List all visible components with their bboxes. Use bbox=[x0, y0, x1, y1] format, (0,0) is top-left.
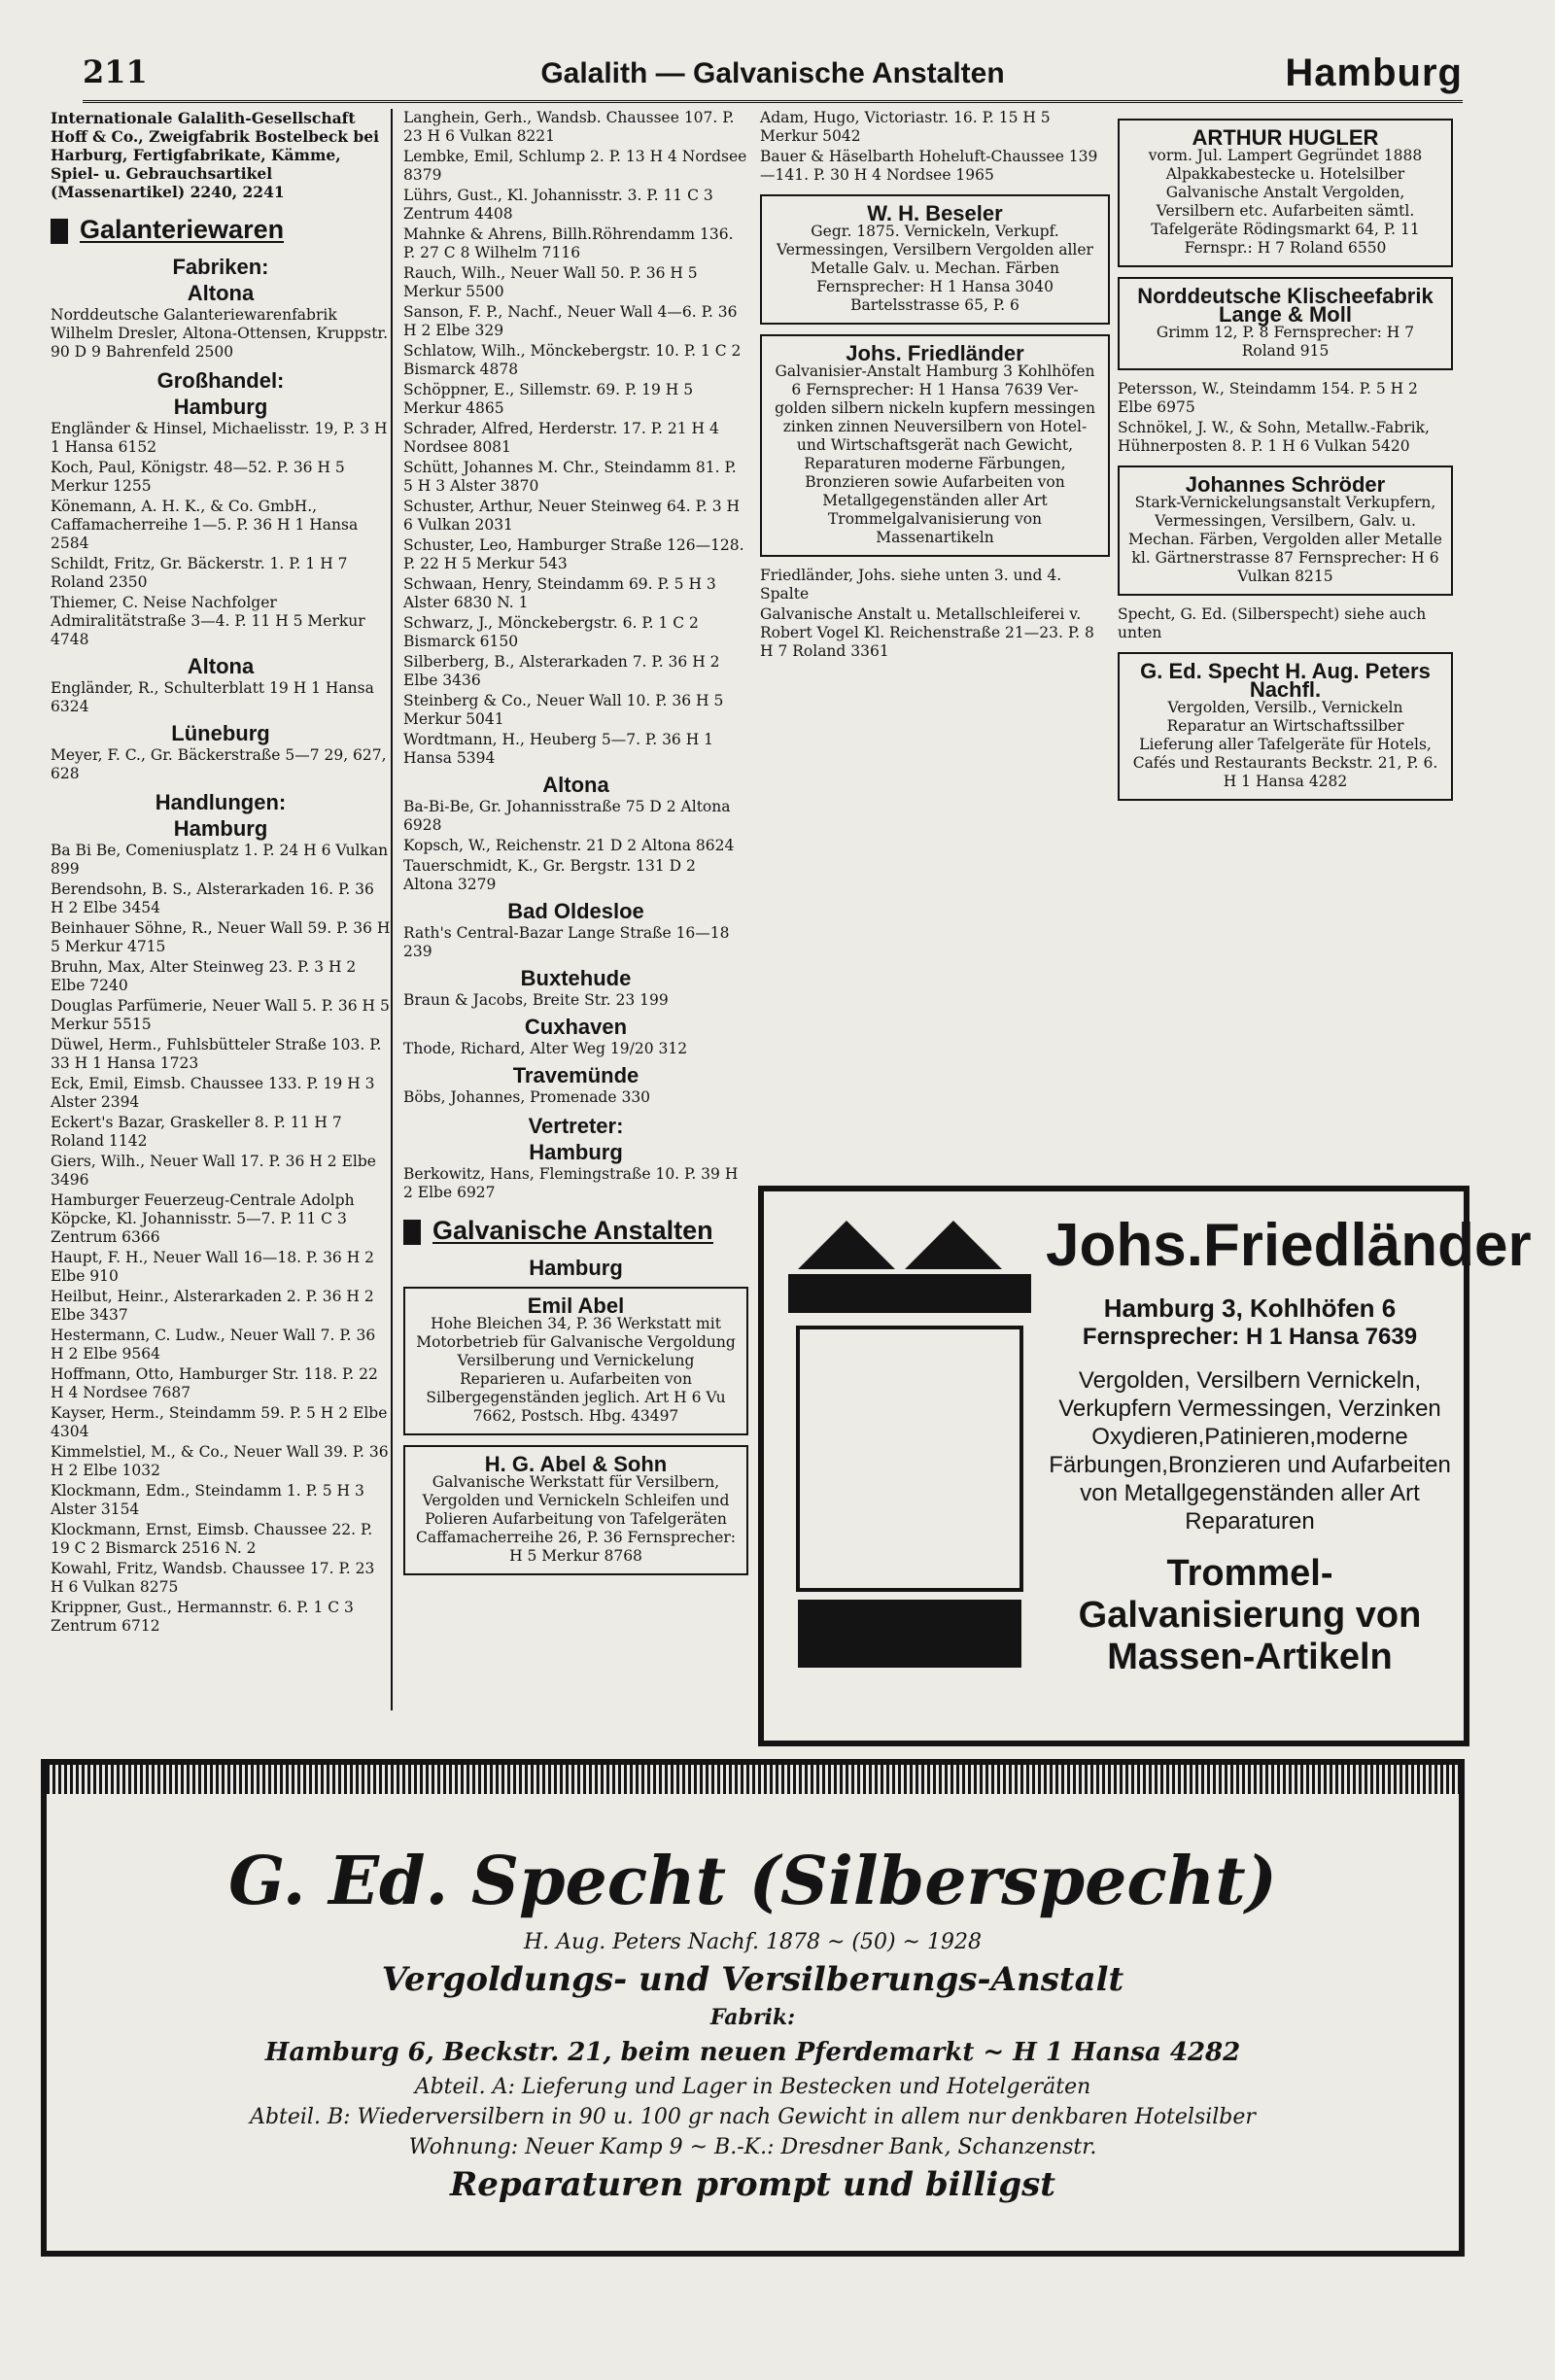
entry: Kimmelstiel, M., & Co., Neuer Wall 39. P. 36 H 2 Elbe 1032 bbox=[51, 1443, 389, 1479]
entry: Koch, Paul, Königstr. 48—52. P. 36 H 5 Merkur 1255 bbox=[51, 459, 345, 495]
city-hamburg: Hamburg bbox=[173, 816, 268, 841]
ad-johs-friedlaender: Johs.Friedländer Hamburg 3, Kohlhöfen 6 Fernsprecher: H 1 Hansa 7639 Vergolden, Versilbern Vernickeln, Verkupfern Vermessingen, Verzinken Oxydieren,Patinieren,moderne Färbungen,Bronzieren und Aufarbeiten von Metallgegenständen aller Art Reparaturen Trommel-Galvanisierung von Massen-Artikeln bbox=[758, 1186, 1469, 1746]
entry: Braun & Jacobs, Breite Str. 23 199 bbox=[403, 991, 669, 1009]
entry: Böbs, Johannes, Promenade 330 bbox=[403, 1088, 651, 1106]
entry: Ba Bi Be, Comeniusplatz 1. P. 24 H 6 Vulkan 899 bbox=[51, 842, 389, 878]
header-city: Hamburg bbox=[1285, 52, 1463, 94]
entry: Galvanische Anstalt u. Metallschleiferei v. Robert Vogel Kl. Reichenstraße 21—23. P. 8 H 7 Roland 3361 bbox=[760, 605, 1094, 660]
subheading-handlungen: Handlungen: bbox=[155, 790, 287, 814]
entry: Mahnke & Ahrens, Billh.Röhrendamm 136. P. 27 C 8 Wilhelm 7116 bbox=[403, 225, 734, 261]
ad-ged-specht-banner: G. Ed. Specht (Silberspecht) H. Aug. Peters Nachf. 1878 ~ (50) ~ 1928 Vergoldungs- und Versilberungs-Anstalt Fabrik: Hamburg 6, Beckstr. 21, beim neuen Pferdemarkt ~ H 1 Hansa 4282 Abteil. A: Lieferung und Lager in Bestecken und Hotelgeräten Abteil. B: Wiederversilbern in 90 u. 100 gr nach Gewicht in allem nur denkbaren Hotelsilber Wohnung: Neuer Kamp 9 ~ B.-K.: Dresdner Bank, Schanzenstr. Reparaturen prompt und billigst bbox=[41, 1759, 1465, 2257]
entry: Wordtmann, H., Heuberg 5—7. P. 36 H 1 Hansa 5394 bbox=[403, 731, 714, 767]
entry: Petersson, W., Steindamm 154. P. 5 H 2 Elbe 6975 bbox=[1118, 380, 1418, 416]
ad-arthur-hugler: ARTHUR HUGLER vorm. Jul. Lampert Gegründet 1888 Alpakkabestecke u. Hotelsilber Galvanische Anstalt Vergolden, Versilbern etc. Aufarbeiten sämtl. Tafelgeräte Rödingsmarkt 64, P. 11 Fernspr.: H 7 Roland 6550 bbox=[1118, 119, 1453, 267]
ad-ged-specht: G. Ed. Specht H. Aug. Peters Nachfl. Vergolden, Versilb., Vernickeln Reparatur an Wirtschaftssilber Lieferung aller Tafelgeräte für Hotels, Cafés und Restaurants Beckstr. 21, P. 6. H 1 Hansa 4282 bbox=[1118, 652, 1453, 801]
entry: Friedländer, Johs. siehe unten 3. und 4. Spalte bbox=[760, 567, 1062, 603]
decorative-hatch bbox=[47, 1765, 1459, 1794]
entry: Schwaan, Henry, Steindamm 69. P. 5 H 3 Alster 6830 N. 1 bbox=[403, 575, 716, 611]
city-altona: Altona bbox=[187, 654, 255, 678]
entry: Schütt, Johannes M. Chr., Steindamm 81. P. 5 H 3 Alster 3870 bbox=[403, 459, 737, 495]
entry: Sanson, F. P., Nachf., Neuer Wall 4—6. P. 36 H 2 Elbe 329 bbox=[403, 303, 738, 339]
subheading-fabriken: Fabriken: bbox=[172, 255, 269, 279]
entry: Engländer & Hinsel, Michaelisstr. 19, P. 3 H 1 Hansa 6152 bbox=[51, 420, 388, 456]
entry: Silberberg, B., Alsterarkaden 7. P. 36 H 2 Elbe 3436 bbox=[403, 653, 720, 689]
entry: Hamburger Feuerzeug-Centrale Adolph Köpcke, Kl. Johannisstr. 5—7. P. 11 C 3 Zentrum 6366 bbox=[51, 1191, 355, 1246]
entry: Langhein, Gerh., Wandsb. Chaussee 107. P. 23 H 6 Vulkan 8221 bbox=[403, 109, 735, 145]
entry-list bbox=[51, 420, 391, 649]
entry: Hestermann, C. Ludw., Neuer Wall 7. P. 36 H 2 Elbe 9564 bbox=[51, 1327, 376, 1362]
entry: Thiemer, C. Neise Nachfolger Admiralitätstraße 3—4. P. 11 H 5 Merkur 4748 bbox=[51, 594, 365, 648]
entry: Schuster, Leo, Hamburger Straße 126—128. P. 22 H 5 Merkur 543 bbox=[403, 536, 744, 572]
entry: Schuster, Arthur, Neuer Steinweg 64. P. 3 H 6 Vulkan 2031 bbox=[403, 498, 741, 534]
entry-list bbox=[760, 567, 1110, 661]
workshop-illustration bbox=[788, 1221, 1031, 1687]
ad-johannes-schroeder: Johannes Schröder Stark-Vernickelungsanstalt Verkupfern, Vermessingen, Versilbern, Galv. u. Mechan. Färben, Vergolden aller Metalle kl. Gärtnerstrasse 87 Fernsprecher: H 6 Vulkan 8215 bbox=[1118, 466, 1453, 596]
entry: Bauer & Häselbarth Hoheluft-Chaussee 139—141. P. 30 H 4 Nordsee 1965 bbox=[760, 148, 1098, 184]
entry-list bbox=[403, 109, 748, 768]
city-travemuende: Travemünde bbox=[512, 1063, 639, 1087]
entry: Rauch, Wilh., Neuer Wall 50. P. 36 H 5 Merkur 5500 bbox=[403, 264, 698, 300]
entry-list bbox=[760, 109, 1110, 185]
entry: Krippner, Gust., Hermannstr. 6. P. 1 C 3 Zentrum 6712 bbox=[51, 1599, 354, 1635]
entry: Giers, Wilh., Neuer Wall 17. P. 36 H 2 Elbe 3496 bbox=[51, 1153, 376, 1189]
entry: Bruhn, Max, Alter Steinweg 23. P. 3 H 2 Elbe 7240 bbox=[51, 958, 357, 994]
entry: Klockmann, Ernst, Eimsb. Chaussee 22. P. 19 C 2 Bismarck 2516 N. 2 bbox=[51, 1521, 373, 1557]
column-3 bbox=[760, 109, 1110, 663]
entry: Schlatow, Wilh., Mönckebergstr. 10. P. 1 C 2 Bismarck 4878 bbox=[403, 342, 742, 378]
ad-beseler: W. H. Beseler Gegr. 1875. Vernickeln, Verkupf. Vermessingen, Versilbern Vergolden aller Metalle Galv. u. Mechan. Färben Fernsprecher: H 1 Hansa 3040 Bartelsstrasse 65, P. 6 bbox=[760, 194, 1110, 325]
entry: Klockmann, Edm., Steindamm 1. P. 5 H 3 Alster 3154 bbox=[51, 1482, 364, 1518]
entry: Specht, G. Ed. (Silberspecht) siehe auch unten bbox=[1118, 605, 1427, 641]
entry: Schwarz, J., Mönckebergstr. 6. P. 1 C 2 Bismarck 6150 bbox=[403, 614, 699, 650]
city-hamburg: Hamburg bbox=[529, 1140, 623, 1164]
entry: Berkowitz, Hans, Flemingstraße 10. P. 39 H 2 Elbe 6927 bbox=[403, 1165, 739, 1201]
entry: Adam, Hugo, Victoriastr. 16. P. 15 H 5 Merkur 5042 bbox=[760, 109, 1051, 145]
entry: Meyer, F. C., Gr. Bäckerstraße 5—7 29, 627, 628 bbox=[51, 746, 387, 782]
entry: Heilbut, Heinr., Alsterarkaden 2. P. 36 H 2 Elbe 3437 bbox=[51, 1288, 374, 1324]
entry: Thode, Richard, Alter Weg 19/20 312 bbox=[403, 1040, 688, 1057]
city-lueneburg: Lüneburg bbox=[171, 721, 270, 745]
entry: Schnökel, J. W., & Sohn, Metallw.-Fabrik, Hühnerposten 8. P. 1 H 6 Vulkan 5420 bbox=[1118, 419, 1430, 455]
city-hamburg: Hamburg bbox=[173, 395, 268, 419]
entry-list bbox=[403, 798, 748, 894]
entry: Eckert's Bazar, Graskeller 8. P. 11 H 7 Roland 1142 bbox=[51, 1114, 342, 1150]
ad-friedlaender-small: Johs. Friedländer Galvanisier-Anstalt Hamburg 3 Kohlhöfen 6 Fernsprecher: H 1 Hansa 7639 Ver- golden silbern nickeln kupfern messingen zinken zinnen Neuversilbern von Hotel- und Wirtschaftsgerät nach Gewicht, Reparaturen moderne Färbungen, Bronzieren sowie Aufarbeiten von Metallgegenständen aller Art Trommelgalvanisierung von Massenartikeln bbox=[760, 334, 1110, 557]
page-title: Galalith — Galvanische Anstalten bbox=[540, 57, 1005, 89]
entry: Schöppner, E., Sillemstr. 69. P. 19 H 5 Merkur 4865 bbox=[403, 381, 694, 417]
entry: Tauerschmidt, K., Gr. Bergstr. 131 D 2 Altona 3279 bbox=[403, 857, 696, 893]
city-altona: Altona bbox=[187, 281, 255, 305]
entry: Engländer, R., Schulterblatt 19 H 1 Hansa 6324 bbox=[51, 679, 374, 715]
city-oldesloe: Bad Oldesloe bbox=[507, 899, 644, 923]
subheading-grosshandel: Großhandel: bbox=[156, 368, 285, 393]
entry: Lührs, Gust., Kl. Johannisstr. 3. P. 11 C 3 Zentrum 4408 bbox=[403, 187, 713, 223]
entry: Eck, Emil, Eimsb. Chaussee 133. P. 19 H 3 Alster 2394 bbox=[51, 1075, 375, 1111]
page-number: 211 bbox=[83, 53, 148, 90]
entry-list bbox=[1118, 380, 1453, 456]
column-2 bbox=[403, 109, 748, 1585]
ad-hg-abel: H. G. Abel & Sohn Galvanische Werkstatt für Versilbern, Vergolden und Vernickeln Schleifen und Polieren Aufarbeitung von Tafelgeräten Caffamacherreihe 26, P. 36 Fernsprecher: H 5 Merkur 8768 bbox=[403, 1445, 748, 1575]
entry: Könemann, A. H. K., & Co. GmbH., Caffamacherreihe 1—5. P. 36 H 1 Hansa 2584 bbox=[51, 498, 359, 552]
entry: Kayser, Herm., Steindamm 59. P. 5 H 2 Elbe 4304 bbox=[51, 1404, 388, 1440]
entry: Ba-Bi-Be, Gr. Johannisstraße 75 D 2 Altona 6928 bbox=[403, 798, 731, 834]
city-altona: Altona bbox=[542, 773, 609, 797]
entry: Lembke, Emil, Schlump 2. P. 13 H 4 Nordsee 8379 bbox=[403, 148, 747, 184]
entry: Düwel, Herm., Fuhlsbütteler Straße 103. P. 33 H 1 Hansa 1723 bbox=[51, 1036, 382, 1072]
column-1 bbox=[51, 109, 393, 1710]
entry: Berendsohn, B. S., Alsterarkaden 16. P. 36 H 2 Elbe 3454 bbox=[51, 880, 374, 916]
entry: Haupt, F. H., Neuer Wall 16—18. P. 36 H 2 Elbe 910 bbox=[51, 1249, 375, 1285]
section-galanteriewaren: Galanteriewaren bbox=[51, 219, 391, 244]
column-4 bbox=[1118, 109, 1453, 811]
entry-list bbox=[51, 842, 391, 1636]
entry: Kopsch, W., Reichenstr. 21 D 2 Altona 8624 bbox=[403, 837, 735, 854]
subheading-vertreter: Vertreter: bbox=[528, 1114, 624, 1138]
page-header bbox=[83, 53, 1463, 103]
entry: Kowahl, Fritz, Wandsb. Chaussee 17. P. 23 H 6 Vulkan 8275 bbox=[51, 1560, 375, 1596]
city-buxtehude: Buxtehude bbox=[520, 966, 632, 990]
entry: Internationale Galalith-Gesellschaft Hoff & Co., Zweigfabrik Bostelbeck bei Harburg, Fertigfabrikate, Kämme, Spiel- u. Gebrauchsartikel (Massenartikel) 2240, 2241 bbox=[51, 109, 380, 201]
ad-emil-abel: Emil Abel Hohe Bleichen 34, P. 36 Werkstatt mit Motorbetrieb für Galvanische Vergoldung Versilberung und Vernickelung Reparieren u. Aufarbeiten von Silbergegenständen jeglich. Art H 6 Vu 7662, Postsch. Hbg. 43497 bbox=[403, 1287, 748, 1435]
entry: Rath's Central-Bazar Lange Straße 16—18 239 bbox=[403, 924, 730, 960]
entry: Norddeutsche Galanteriewarenfabrik Wilhelm Dresler, Altona-Ottensen, Kruppstr. 90 D 9 Bahrenfeld 2500 bbox=[51, 306, 389, 361]
city-hamburg: Hamburg bbox=[529, 1256, 623, 1280]
entry: Beinhauer Söhne, R., Neuer Wall 59. P. 36 H 5 Merkur 4715 bbox=[51, 919, 391, 955]
city-cuxhaven: Cuxhaven bbox=[524, 1015, 628, 1039]
entry: Hoffmann, Otto, Hamburger Str. 118. P. 22 H 4 Nordsee 7687 bbox=[51, 1365, 378, 1401]
ad-klischeefabrik: Norddeutsche Klischeefabrik Lange & Moll Grimm 12, P. 8 Fernsprecher: H 7 Roland 915 bbox=[1118, 277, 1453, 370]
entry: Schildt, Fritz, Gr. Bäckerstr. 1. P. 1 H 7 Roland 2350 bbox=[51, 555, 348, 591]
entry: Schrader, Alfred, Herderstr. 17. P. 21 H 4 Nordsee 8081 bbox=[403, 420, 719, 456]
section-galvanische-anstalten: Galvanische Anstalten bbox=[403, 1220, 748, 1245]
entry: Douglas Parfümerie, Neuer Wall 5. P. 36 H 5 Merkur 5515 bbox=[51, 997, 390, 1033]
entry: Steinberg & Co., Neuer Wall 10. P. 36 H 5 Merkur 5041 bbox=[403, 692, 724, 728]
